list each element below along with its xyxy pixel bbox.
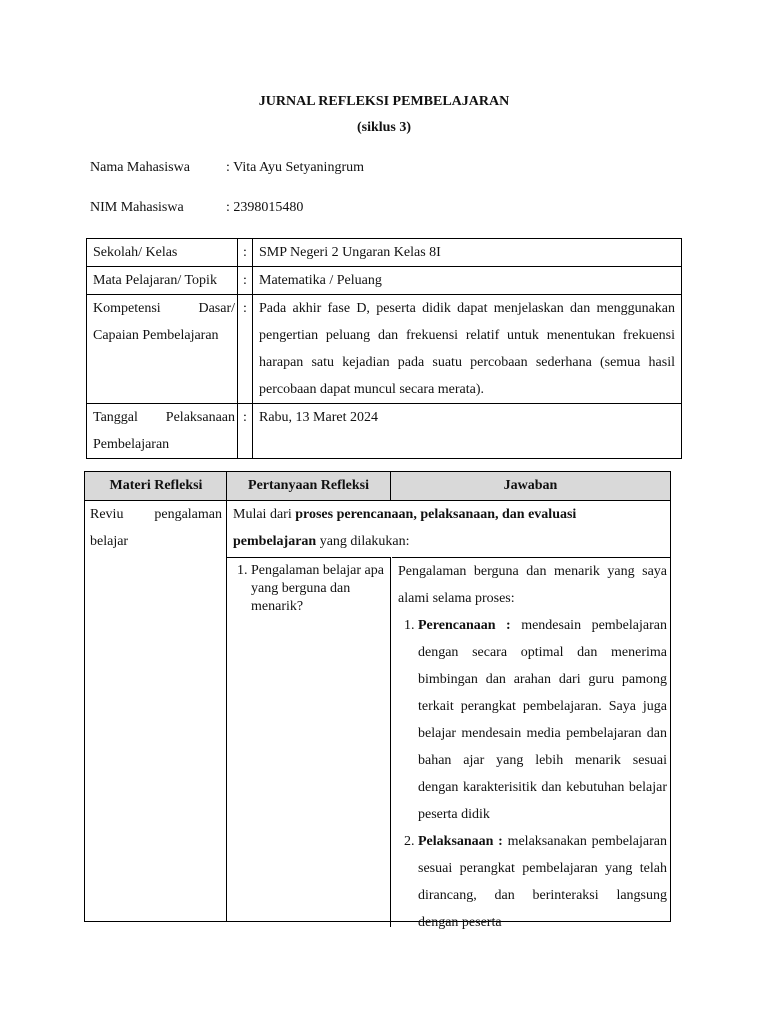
student-name-label: Nama Mahasiswa [90, 160, 190, 175]
reflection-table [84, 471, 671, 930]
qa-area [227, 555, 670, 930]
separator: : [238, 295, 253, 404]
answer-intro: Pengalaman berguna dan menarik yang saya alami selama proses: [398, 564, 667, 606]
student-name-row [90, 160, 364, 176]
identity-table [86, 238, 682, 459]
separator: : [238, 239, 253, 267]
page-subtitle: (siklus 3) [356, 120, 412, 135]
date-label [87, 404, 238, 459]
student-nim-label: NIM Mahasiswa [90, 200, 184, 215]
table-row [87, 295, 682, 404]
answer-item [418, 828, 667, 936]
answer-column [392, 557, 670, 936]
competency-label-line2: Capaian Pembelajaran [93, 328, 219, 343]
table-row [85, 501, 671, 922]
intro-text [227, 501, 670, 555]
answer-text: melaksanakan pembelajaran sesuai perangkat pembelajaran yang telah dirancang, dan berinteraksi langsung dengan peserta [418, 834, 668, 930]
answer-item [418, 612, 667, 828]
question-column [227, 557, 391, 927]
table-row [87, 267, 682, 295]
school-value: SMP Negeri 2 Ungaran Kelas 8I [253, 239, 682, 267]
student-nim-value: : 2398015480 [226, 200, 304, 215]
date-label-line2: Pembelajaran [93, 437, 170, 452]
answer-text: mendesain pembelajaran dengan secara optimal dan menerima bimbingan dan arahan dari guru pamong terkait perangkat pembelajaran. Saya juga belajar mendesain media pembelajaran dan bahan ajar yang lebih menarik sesuai dengan karakterisitik dan kebutuhan belajar peserta didik [418, 618, 667, 822]
materi-line2: belajar [90, 534, 129, 549]
intro-prefix: Mulai dari [233, 507, 296, 522]
header-jawaban: Jawaban [391, 472, 671, 501]
header-materi: Materi Refleksi [85, 472, 227, 501]
question-1: 1. Pengalaman belajar apa yang berguna dan menarik? [251, 562, 390, 616]
date-label-line1: Tanggal Pelaksanaan [93, 410, 235, 425]
materi-cell [85, 501, 227, 922]
page-title: JURNAL REFLEKSI PEMBELAJARAN [258, 94, 510, 109]
competency-label [87, 295, 238, 404]
student-nim-row [90, 200, 303, 216]
school-label: Sekolah/ Kelas [87, 239, 238, 267]
table-row [87, 239, 682, 267]
separator: : [238, 404, 253, 459]
subject-label: Mata Pelajaran/ Topik [87, 267, 238, 295]
subject-value: Matematika / Peluang [253, 267, 682, 295]
date-value: Rabu, 13 Maret 2024 [253, 404, 682, 459]
table-row [87, 404, 682, 459]
answer-term: Pelaksanaan : [418, 834, 503, 849]
separator: : [238, 267, 253, 295]
answer-term: Perencanaan : [418, 618, 511, 633]
student-name-value: : Vita Ayu Setyaningrum [226, 160, 364, 175]
intro-suffix: yang dilakukan: [316, 534, 410, 549]
competency-value: Pada akhir fase D, peserta didik dapat menjelaskan dan menggunakan pengertian peluang dan frekuensi relatif untuk menentukan frekuensi harapan satu kejadian pada suatu percobaan sederhana (semua hasil percobaan dapat muncul secara merata). [253, 295, 682, 404]
table-header-row [85, 472, 671, 501]
intro-bold-learning: pembelajaran [233, 534, 317, 549]
materi-line1: Reviu pengalaman [90, 507, 222, 522]
intro-bold-process: proses perencanaan, pelaksanaan, dan evaluasi [295, 507, 577, 522]
reflection-content-cell [227, 501, 671, 930]
competency-label-line1: Kompetensi Dasar/ [93, 301, 235, 316]
header-pertanyaan: Pertanyaan Refleksi [227, 472, 391, 501]
